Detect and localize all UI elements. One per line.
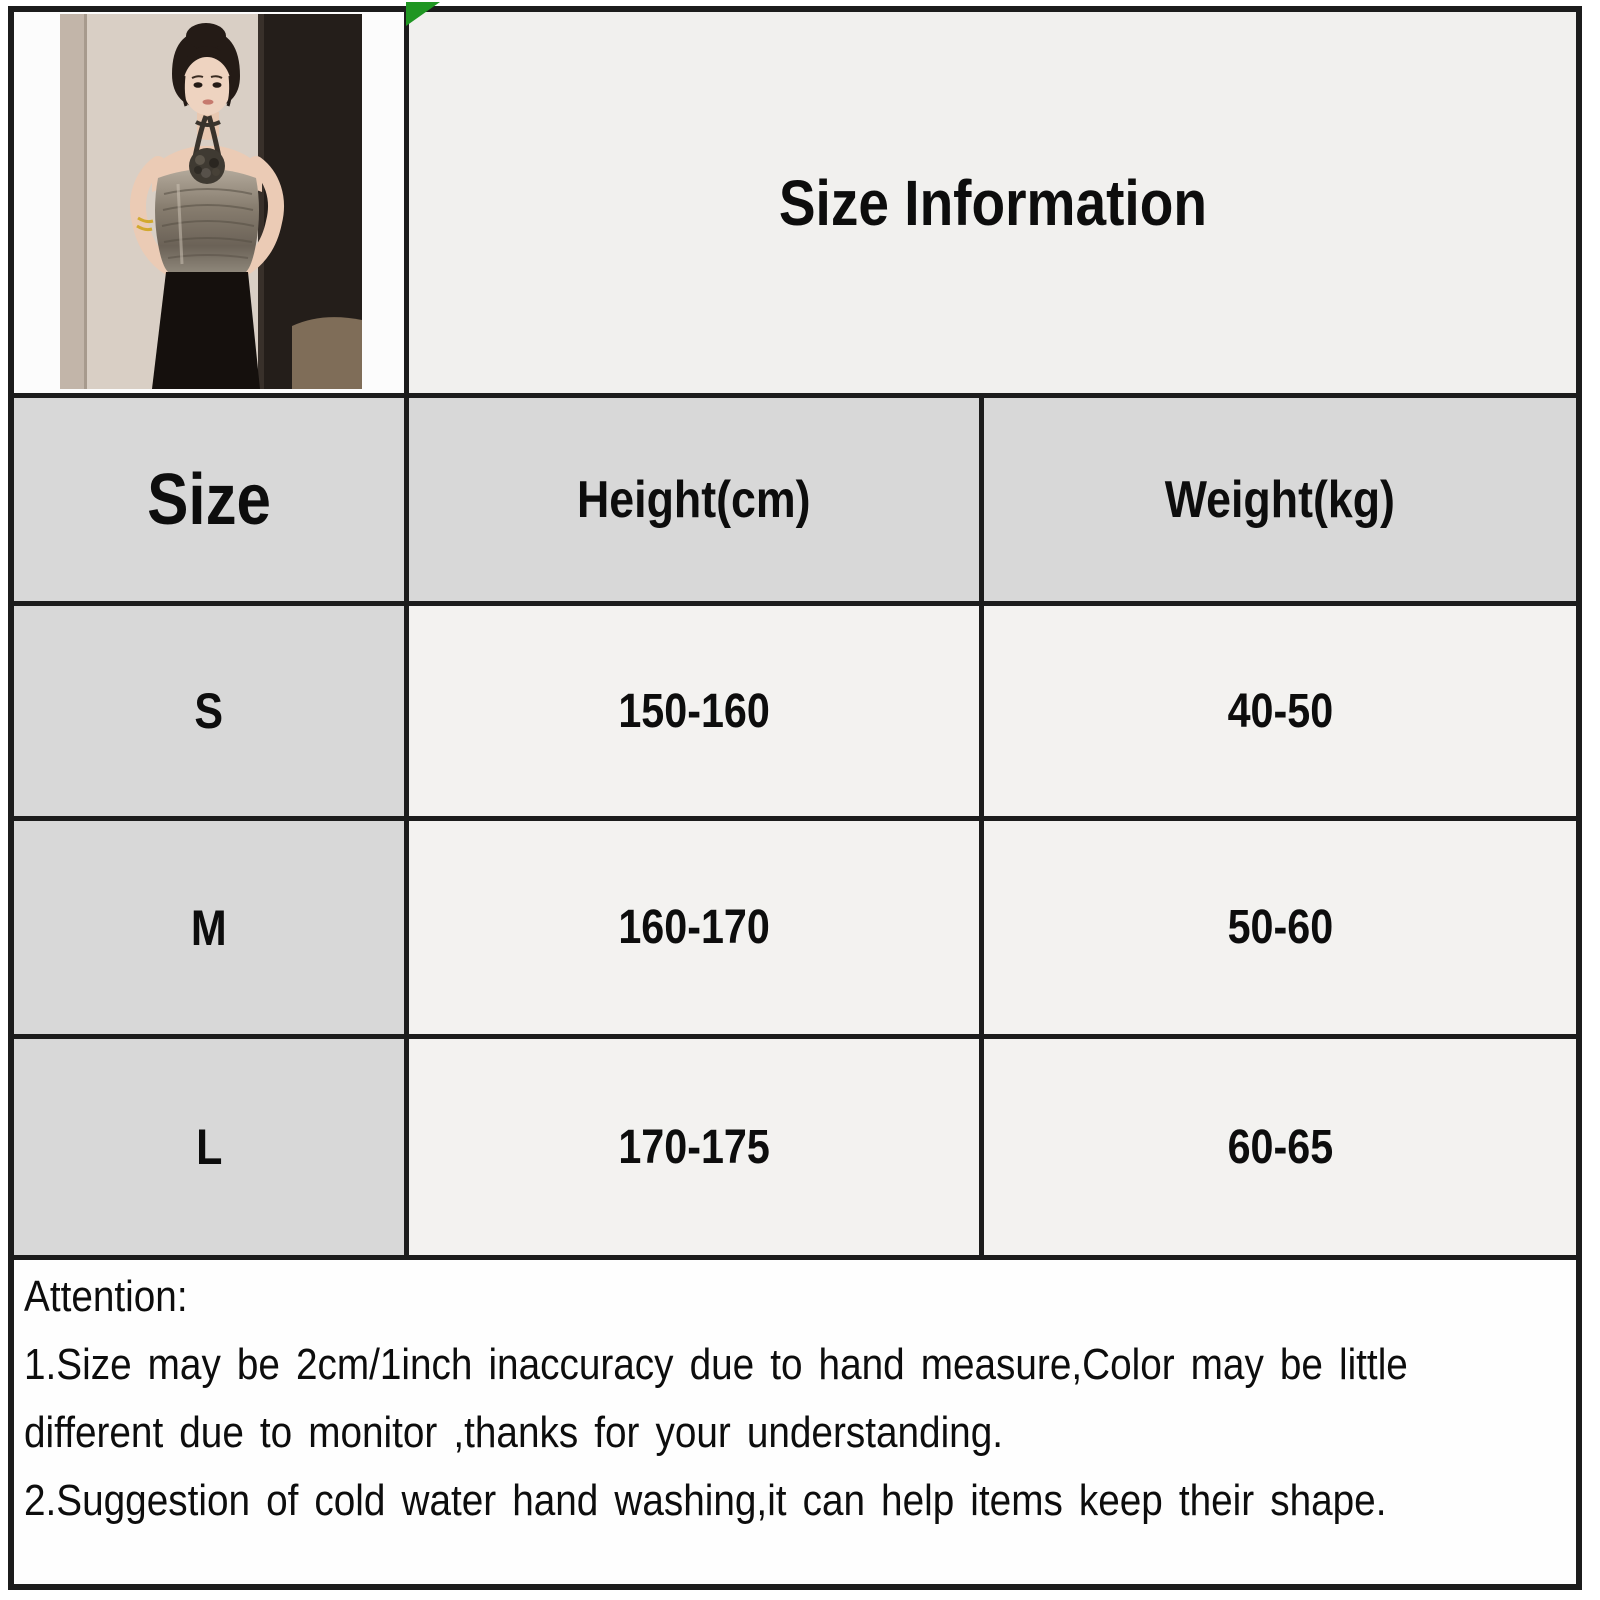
column-header-size: Size <box>147 459 271 540</box>
attention-note-line <box>24 1472 1566 1540</box>
weight-value-s: 40-50 <box>1227 684 1333 738</box>
product-photo-cell <box>14 12 409 393</box>
height-value-s: 150-160 <box>618 684 770 738</box>
table-header-row <box>14 393 1576 601</box>
attention-note-2: 2.Suggestion of cold water hand washing,it can help items keep their shape. <box>24 1476 1387 1525</box>
table-row-l <box>14 1034 1576 1255</box>
size-cell <box>14 821 409 1034</box>
height-cell <box>409 821 984 1034</box>
attention-note-1a: 1.Size may be 2cm/1inch inaccuracy due to hand measure,Color may be little <box>24 1340 1408 1389</box>
size-label-s: S <box>194 683 224 739</box>
attention-note-line <box>24 1404 1566 1472</box>
attention-note-line <box>24 1336 1566 1404</box>
height-value-m: 160-170 <box>618 901 770 954</box>
column-header-weight-cell <box>984 398 1576 601</box>
attention-note-1b: different due to monitor ,thanks for your understanding. <box>24 1408 1004 1457</box>
attention-heading: Attention: <box>24 1272 188 1321</box>
height-value-l: 170-175 <box>618 1120 770 1174</box>
table-row-s <box>14 601 1576 816</box>
size-cell <box>14 1039 409 1255</box>
column-header-weight: Weight(kg) <box>1164 470 1396 529</box>
weight-cell <box>984 606 1576 816</box>
size-cell <box>14 606 409 816</box>
column-header-height: Height(cm) <box>577 470 811 529</box>
height-cell <box>409 1039 984 1255</box>
product-photo-illustration <box>60 14 362 389</box>
weight-cell <box>984 821 1576 1034</box>
attention-section <box>14 1255 1576 1584</box>
page-title: Size Information <box>778 166 1207 239</box>
weight-value-m: 50-60 <box>1227 901 1333 954</box>
attention-heading-line <box>24 1268 1566 1336</box>
table-row-m <box>14 816 1576 1034</box>
size-table <box>8 6 1582 1590</box>
size-label-l: L <box>195 1119 223 1175</box>
weight-value-l: 60-65 <box>1227 1120 1333 1174</box>
title-cell <box>409 12 1576 393</box>
column-header-height-cell <box>409 398 984 601</box>
height-cell <box>409 606 984 816</box>
top-row <box>14 12 1576 393</box>
size-label-m: M <box>191 899 227 956</box>
weight-cell <box>984 1039 1576 1255</box>
column-header-size-cell <box>14 398 409 601</box>
